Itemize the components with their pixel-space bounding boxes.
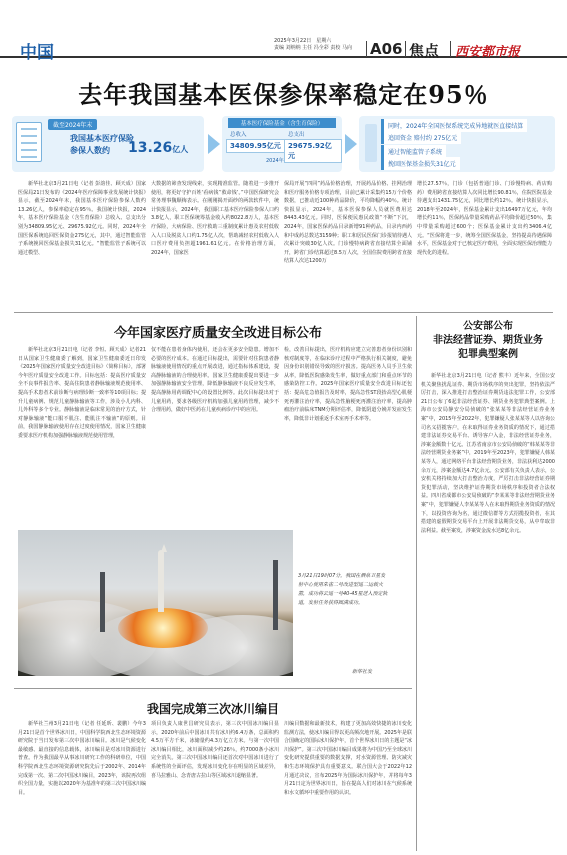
- date-line: [274, 38, 352, 52]
- staff-text: 责编 刘纳纳 主任 冯全彩 责校 马向: [274, 45, 352, 51]
- year-label: 2024年: [266, 158, 284, 164]
- article1-col3: 保局开展“四同”药品价格治理，开展药品价格、挂网治理和医疗服务价格专项治理，目前已累计采集约15万个价格数据，已推动近100种药品降价，平均降幅约40％。统计快报显示，2024年，基本医保参保人员就医费用达8443.43亿元。同时，医保便民惠民政策“不断”下沉，2024年，国家医保药品目录新增91种药品，目录内西药和中成药总数达3159种；职工和居民医保门诊报销待遇人次累计突破30亿人次。门诊慢特病跨省直接结算全面铺开，跨省门诊结算超过8.5万人次，全国住院费用跨省直接结算人次达1200万: [284, 181, 412, 265]
- arrow-right-icon: [345, 134, 357, 154]
- page-header: [0, 0, 567, 63]
- info-text: 我国基本医疗保险: [70, 134, 134, 143]
- column-divider: [416, 316, 417, 851]
- article2-col3: 检，改善目标提出，医疗机构应建立完善患者身份识别和核对制度等，在临床诊疗过程中严格执行相关制度，避免因身份识别错误导致的医疗损害。提高医务人员手卫生依从率，降低医院感染发生率，做好重点部门和重点环节的感染防控工作。2025年国家医疗质量安全改进目标还包括：提高危急值报告及时率，提高急性ST段抬高型心肌梗死再灌注治疗率，提高急性脑梗死再灌注治疗率，提高肿瘤治疗前临床TNM分期评估率，降低阴道分娩并发症发生率，降低非计划重返手术室再手术率等。: [284, 347, 412, 422]
- info-row: 追回资金 赔付约 275亿元: [381, 131, 461, 144]
- income-label: 总收入: [230, 132, 247, 138]
- header-divider: [366, 41, 367, 57]
- side-body: 新华社北京3月21日电（记者 熊丰）近年来，全国公安机关聚焦扰乱证券、期货市场秩序的突出犯罪，坚持依法严厉打击，深入推进打击整治证券期货违法犯罪工作，公安部21日公布了6起非法经营证券、期货业务犯罪典型案例。上海市公安局静安分局侦破的“张某某等非法经营证券业务案”中，2015年至2022年，犯罪嫌疑人张某某等人以咨询公司名义招揽客户，在未取得证券业务资质的情况下，通过搭建非法证券交易平台、诱导客户入金，非法经营证券业务，涉案金额数十亿元。江苏省南京市公安局侦破的“韩某某等非法经营期货业务案”中，2019年至2023年，犯罪嫌疑人韩某某等人，通过网络平台非法经营期货业务，非法获利达2000余万元，涉案金额达4.7亿余元。公安部有关负责人表示，公安机关将持续加大打击整治力度，严厉打击非法经营证券期货犯罪活动，坚决维护证券期货市场秩序和投资者合法权益。四川省成都市公安局侦破的“李某某等非法经营期货业务案”中，犯罪嫌疑人李某某等人在未取得期货业务资质的情况下，以投资咨询为名，通过微信群等方式招揽投资者，在其搭建的虚假期货交易平台上开展非法期货交易，从中牟取非法利益。截至案发，涉案资金流水达8亿余元。: [421, 373, 555, 534]
- shield-icon: [365, 124, 377, 162]
- article2-col2: 仅不能在患者身体内使用，还会在更多安全隐患。增加不必要的医疗成本。在通过目标提出，需要针对住院患者静脉输液使用情况的重点开展改进，通过指标体系建设，提高静脉输液的合理使用率。国家卫生健康委提出要进一步加强静脉输液安全管理，降低静脉输液不良反应发生率，提高静脉用药调配中心的设置比例等。此次目标提出对于儿童用药，要求各级医疗机构加强儿童用药管理，减少不合理用药，做好中医药在儿童疾病诊疗中的应用。: [151, 347, 279, 414]
- page-number: A06: [370, 40, 403, 58]
- article3-col3: 川编目数据和最新技术，构建了更加高效快捷的冰川变化监测方法，使冰川编目得以更高频次地开展。2025年是联合国确定的国际冰川保护年，首个世界冰川日的主题是“冰川保护”。第三次中国冰川编目成果将为中国乃至全球冰川变化研究提供重要的数据支撑，对水资源管理、防灾减灾和生态环境保护具有重要意义。联合国大会于2022年12月通过决议，宣布2025年为国际冰川保护年，并将每年3月21日定为世界冰川日，旨在提高人们对冰川在气候系统和水文循环中重要作用的认识。: [284, 721, 412, 796]
- side-title-line: 犯罪典型案例: [458, 349, 518, 360]
- article3-col1: 新华社兰州3月21日电（记者 任延昕、裴鹏）今年3月21日是首个世界冰川日，中国科学院西北生态环境资源研究院于当日发布第三次中国冰川编目。冰川是气候变化最敏感、最直接的信息载体，冰川编目是对冰川资源进行普查。作为我国最早从事冰川研究工作的科研单位，中国科学院西北生态环境资源研究院先后于2002年、2014年完成第一次、第二次中国冰川编目，2023年，该院再次组织全国力量，实施以2020年为基准年的第三次中国冰川编目。: [18, 721, 146, 796]
- article1-col4: 增长27.57％，门诊（包括普通门诊、门诊慢特病、药店购药）费用跨省直接结算人次同比增长90.81％，住院医院基金待遇支出1431.75亿元，同比增长约12％。统计快报显示，2018年至2024年，医保基金累计支出16497万亿元，年均增长约11％，医保药品带量采购药品平均降价超过50％，集中带量采购超过600个；医保基金累计支出约3406.4亿元。“医保将进一步，统筹全国医保基金，坚持提高待遇保障水平，医保基金对于已核定医疗费用，全面实现医保治理能力现代化的进程。: [417, 181, 552, 256]
- rocket-launch-photo: [18, 530, 293, 676]
- expense-label: 总支出: [288, 132, 305, 138]
- masthead-logo: 西安都市报: [455, 45, 521, 60]
- income-value: 34809.95亿元: [226, 139, 285, 153]
- document-icon: [16, 122, 42, 162]
- info-box-title: 基本医疗保险基金（含生育保险）: [228, 118, 336, 128]
- photo-caption: 3月21日19时07分，我国在酒泉卫星发射中心使用朱雀二号改进型遥二运载火箭，成功将云遥一号40-45星送入预定轨道，发射任务获得圆满成功。: [298, 573, 388, 606]
- arrow-right-icon: [208, 134, 220, 154]
- info-text: 参保人数约: [70, 146, 110, 155]
- header-divider: [405, 41, 406, 57]
- info-box-title: 截至2024年末: [48, 119, 97, 130]
- photo-credit: 新华社发: [352, 669, 373, 675]
- insured-count: 13.26亿人: [128, 140, 189, 156]
- side-title-line: 公安部公布: [463, 321, 513, 332]
- info-box-insured: [12, 116, 204, 172]
- article2-col1: 新华社北京3月21日电（记者 李恒、顾天成）记者21日从国家卫生健康委了解到，国家卫生健康委近日印发《2025年国家医疗质量安全改进目标》（简称目标），部署今年医疗质量安全改进工作。目标包括：提高医疗质量安全不良事件报告率、提高住院患者静脉输液规范使用率、提高手术患者术前诊断与病理诊断一致率等10项目标；提升儿童病例、规范儿童静脉输液等工作，涉及小儿内科、儿外科等多个专业。静脉输液是临床常见的治疗方式，针对静脉输液“能口服不肌注、能肌注不输液”的原则。目前，我国静脉输液使用存在过度使用情况，国家卫生健康委要求医疗机构加强静脉输液规范使用管理，: [18, 347, 146, 439]
- section-divider: [14, 312, 553, 313]
- info-row: 挽回医保基金损失31亿元: [381, 157, 460, 170]
- main-headline: 去年我国基本医保参保率稳定在95％: [78, 80, 489, 109]
- side-title-line: 非法经营证券、期货业务: [433, 335, 543, 346]
- article3-col2: 项目负责人康世昌研究员表示，第三次中国冰川编目显示，2020年前后中国冰川共有冰川约6.4万条，总面积约4.5万平方千米，冰储量约4.3万亿立方米。与第一次中国冰川编目相比，冰川面积减少约26％，约7000条小冰川完全消失。第三次中国冰川编目还首次对中国冰川进行了系统性的全面评估，发现冰川变化存在明显的区域差异，喜马拉雅山、念青唐古拉山等区域冰川退缩显著。: [151, 721, 279, 779]
- expense-value: 29675.92亿元: [284, 139, 342, 163]
- info-box-fund: [222, 116, 342, 172]
- section-label: 中国: [20, 43, 54, 63]
- article3-title: 我国完成第三次冰川编目: [146, 702, 279, 716]
- section-divider: [14, 688, 412, 689]
- article1-col1: 新华社北京3月21日电（记者 彭韵佳、顾天成）国家医保局21日发布的《2024年医疗保障事业发展统计快报》显示，截至2024年末，我国基本医疗保险参保人数约13.26亿人，参保率稳定在95％。我国统计快报，2024年，基本医疗保险基金（含生育保险）总收入、总支出分别为34809.95亿元、29675.92亿元。同时，2024年全国医保系统追回医保资金275亿元，其中，通过智能监管子系统挽回医保基金损失31亿元。“智能监管子系统可以通过模型、: [18, 181, 146, 256]
- article1-col2: 大数据的筛查发现线索，实现精准监管。随着进一步推开使用，将更好守护百姓‘看病钱’‘救命钱’。”中国医保研究会常务理事魏顺梅表示。在刚刚揭开面纱的两款软件中，统计快报显示，2024年，我国职工基本医疗保险参保人口约3.8亿人，职工医保统筹基金收入约8022.8万人，基本医疗保险，大病保险、医疗救助三重制度累计惠及农村低收入人口及脱贫人口约1.75亿人次，帮助减轻农村低收入人口医疗费用负担超1961.61亿元。在价格治理方面，2024年，国家医: [151, 181, 279, 256]
- article2-title: 今年国家医疗质量安全改进目标公布: [113, 326, 322, 341]
- info-row: 通过智能监管子系统: [381, 145, 446, 158]
- info-box-recovered: [359, 116, 555, 172]
- info-row: 同时，2024年全国医保系统完成异地就医直接结算: [381, 119, 527, 132]
- infographic: [12, 116, 555, 172]
- side-title: [420, 320, 556, 362]
- header-divider: [450, 41, 451, 57]
- column-name: 焦点: [409, 42, 440, 60]
- date-text: 2025年3月22日 星期六: [274, 38, 332, 44]
